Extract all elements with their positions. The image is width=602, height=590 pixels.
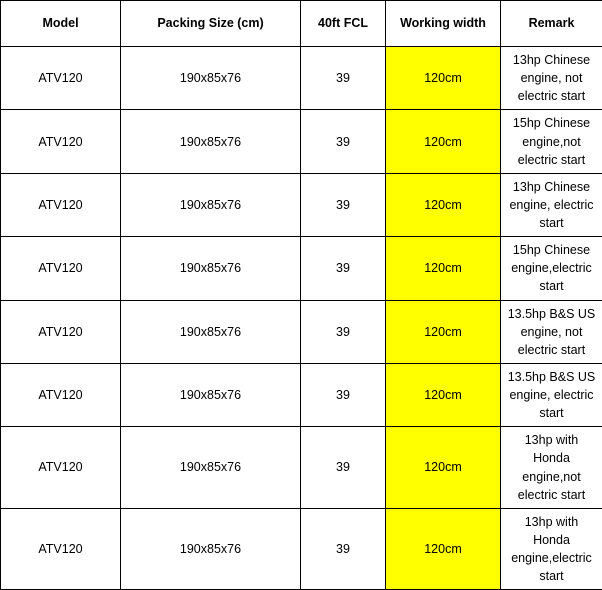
cell-40ft-fcl: 39 [301,110,386,173]
column-header-working-width: Working width [386,1,501,47]
cell-working-width: 120cm [386,508,501,590]
table-header [1,1,602,47]
cell-working-width: 120cm [386,300,501,363]
cell-working-width: 120cm [386,47,501,110]
cell-remark: 13hp with Honda engine,electric start [501,508,602,590]
column-header-40ft-fcl: 40ft FCL [301,1,386,47]
table-body [1,47,602,590]
cell-remark: 13hp with Honda engine,not electric start [501,427,602,509]
cell-packing-size: 190x85x76 [121,300,301,363]
table-row [1,300,602,363]
cell-packing-size: 190x85x76 [121,173,301,236]
table-row [1,110,602,173]
cell-model: ATV120 [1,508,121,590]
cell-packing-size: 190x85x76 [121,508,301,590]
column-header-packing-size: Packing Size (cm) [121,1,301,47]
cell-40ft-fcl: 39 [301,237,386,300]
cell-remark: 15hp Chinese engine,electric start [501,237,602,300]
table-row [1,508,602,590]
column-header-remark: Remark [501,1,602,47]
cell-40ft-fcl: 39 [301,173,386,236]
cell-40ft-fcl: 39 [301,363,386,426]
cell-model: ATV120 [1,47,121,110]
cell-working-width: 120cm [386,363,501,426]
cell-working-width: 120cm [386,427,501,509]
table-row [1,427,602,509]
cell-model: ATV120 [1,110,121,173]
cell-working-width: 120cm [386,173,501,236]
cell-40ft-fcl: 39 [301,300,386,363]
cell-packing-size: 190x85x76 [121,363,301,426]
cell-packing-size: 190x85x76 [121,237,301,300]
table-row [1,173,602,236]
header-row [1,1,602,47]
cell-working-width: 120cm [386,237,501,300]
cell-40ft-fcl: 39 [301,508,386,590]
cell-remark: 13hp Chinese engine, electric start [501,173,602,236]
cell-packing-size: 190x85x76 [121,47,301,110]
cell-model: ATV120 [1,237,121,300]
cell-40ft-fcl: 39 [301,427,386,509]
cell-remark: 13hp Chinese engine, not electric start [501,47,602,110]
cell-remark: 13.5hp B&S US engine, not electric start [501,300,602,363]
cell-working-width: 120cm [386,110,501,173]
cell-packing-size: 190x85x76 [121,427,301,509]
cell-model: ATV120 [1,363,121,426]
cell-remark: 15hp Chinese engine,not electric start [501,110,602,173]
table-row [1,47,602,110]
cell-packing-size: 190x85x76 [121,110,301,173]
table-row [1,363,602,426]
cell-remark: 13.5hp B&S US engine, electric start [501,363,602,426]
column-header-model: Model [1,1,121,47]
cell-model: ATV120 [1,173,121,236]
cell-40ft-fcl: 39 [301,47,386,110]
table-row [1,237,602,300]
cell-model: ATV120 [1,300,121,363]
cell-model: ATV120 [1,427,121,509]
